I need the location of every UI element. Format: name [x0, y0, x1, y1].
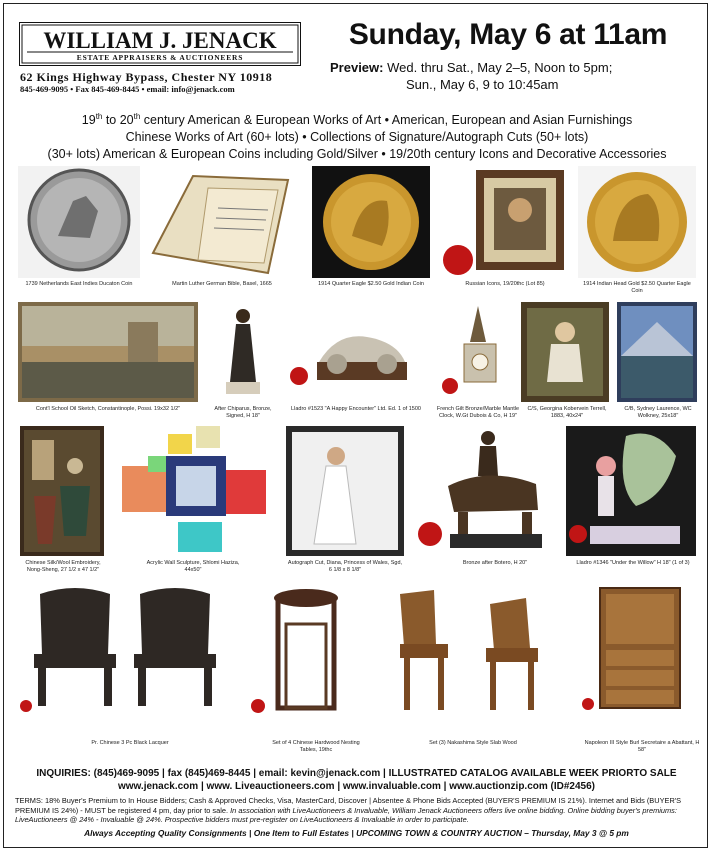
caption-20: Napoleon III Style Burl Secretaire a Abattant, H 58": [584, 740, 700, 753]
preview-label: Preview:: [330, 60, 384, 75]
terrell-portrait-photo: [521, 302, 609, 402]
acrylic-sculpture-photo: [118, 426, 272, 556]
caption-9: French Gilt Bronze/Marble Mantle Clock, W.Gt Dubois & Co, H 19": [436, 406, 520, 419]
caption-16: Lladro #1346 "Under the Willow" H 18" (1 of 3): [576, 560, 690, 566]
secretaire-photo: [580, 584, 696, 716]
chinese-chairs-photo: [20, 584, 232, 716]
consignments-line: Always Accepting Quality Consignments | One Item to Full Estates | UPCOMING TOWN & COUNTRY AUCTION – Thursday, May 3 @ 5 pm: [84, 828, 629, 838]
diana-autograph-photo: [286, 426, 404, 556]
botero-bronze-photo: [418, 426, 558, 556]
preview-line-2: Sun., May 6, 9 to 10:45am: [406, 77, 559, 92]
company-address: 62 Kings Highway Bypass, Chester NY 10918: [20, 70, 273, 84]
caption-4: Russian Icons, 19/20thc (Lot 85): [465, 281, 545, 287]
caption-11: C/B, Sydney Laurence, WC Wolkney, 25x18": [624, 406, 692, 419]
caption-5: 1914 Indian Head Gold $2.50 Quarter Eagle Coin: [583, 281, 691, 294]
nakashima-chairs-photo: [380, 584, 558, 716]
preview-line-1: Wed. thru Sat., May 2–5, Noon to 5pm;: [387, 60, 613, 75]
chiparus-bronze-photo: [210, 302, 276, 402]
silk-embroidery-photo: [20, 426, 104, 556]
websites-line: www.jenack.com | www. Liveauctioneers.com | www.invaluable.com | www.auctionzip.com (ID#2456): [117, 781, 596, 792]
lladro-willow-photo: [566, 426, 696, 556]
preview-times: [330, 59, 695, 93]
caption-15: Bronze after Botero, H 20": [462, 560, 528, 566]
laurence-landscape-photo: [617, 302, 697, 402]
terms-part-2: In association with LiveAuctioneers & Invaluable, William Jenack Auctioneers offers live online bidding. Online bidding buyer's premiums: LiveAuctioneers @ 24% - Invaluable @ 24%. Prospective bidders must pre-register on LiveAuctioneers & Invaluable in order to participate.: [15, 805, 677, 824]
caption-14: Autograph Cut, Diana, Princess of Wales, Sgd, 6 1/8 x 8 1/8": [287, 560, 403, 573]
caption-1: 1739 Netherlands East Indies Ducaton Coin: [25, 281, 133, 287]
mantle-clock-photo: [440, 302, 516, 402]
terms-part-1: TERMS: 18% Buyer's Premium to In House Bidders; Cash & Approved Checks, Visa, MasterCard, Discover | Absentee & Phone Bids Accepted (BUYER'S PREMIUM IS 21%). Internet and Bids (BUYER'S PREMIUM IS 24%) - MUST be registered 4 pm, day prior to sale.: [15, 796, 682, 815]
description-line-1: 19th to 20th century American & European Works of Art • American, European and Asian Furnishings: [81, 112, 633, 128]
logo-tagline: ESTATE APPRAISERS & AUCTIONEERS: [76, 53, 244, 62]
lladro-car-photo: [287, 302, 425, 402]
caption-18: Set of 4 Chinese Hardwood Nesting Tables, 19thc: [272, 740, 360, 753]
caption-3: 1914 Quarter Eagle $2.50 Gold Indian Coin: [318, 281, 424, 287]
russian-icon-photo: [440, 166, 570, 278]
caption-8: Lladro #1523 "A Happy Encounter" Ltd. Ed. 1 of 1500: [291, 406, 421, 412]
caption-7: After Chiparus, Bronze, Signed, H 18": [214, 406, 272, 419]
sale-description: [12, 108, 702, 163]
description-line-2: Chinese Works of Art (60+ lots) • Collections of Signature/Autograph Cuts (50+ lots): [125, 130, 589, 145]
caption-2: Martin Luther German Bible, Basel, 1665: [172, 281, 272, 287]
caption-13: Acrylic Wall Sculpture, Shlomi Haziza, 44x50": [146, 560, 240, 573]
logo-name: WILLIAM J. JENACK: [43, 28, 277, 53]
company-logo: [19, 22, 301, 66]
caption-12: Chinese Silk/Wool Embroidery, Nong-Sheng, 27 1/2 x 47 1/2": [25, 560, 101, 573]
caption-10: C/S, Georgina Kobervein Terrell, 1883, 40x24": [527, 406, 607, 419]
inquiries-line: INQUIRIES: (845)469-9095 | fax (845)469-8445 | email: kevin@jenack.com | ILLUSTRATED CATALOG AVAILABLE WEEK PRIORTO SALE: [36, 768, 677, 779]
silver-coin-photo: [18, 166, 140, 278]
gold-eagle-coin-photo: [312, 166, 430, 278]
caption-6: Cont'l School Oil Sketch, Constantinople, Possi. 19x32 1/2": [35, 406, 181, 412]
bible-photo: [148, 168, 296, 280]
sale-date-headline: Sunday, May 6 at 11am: [348, 18, 668, 51]
terms-text: [15, 796, 699, 825]
indian-head-coin-photo: [578, 166, 696, 278]
caption-17: Pr. Chinese 3 Pc Black Lacquer: [91, 740, 169, 746]
caption-19: Set (3) Nakashima Style Slab Wood: [429, 740, 517, 746]
company-contact: 845-469-9095 • Fax 845-469-8445 • email: info@jenack.com: [20, 84, 235, 94]
nesting-tables-photo: [250, 584, 346, 716]
constantinople-painting-photo: [18, 302, 198, 402]
description-line-3: (30+ lots) American & European Coins including Gold/Silver • 19/20th century Icons and Decorative Accessories: [47, 147, 667, 162]
